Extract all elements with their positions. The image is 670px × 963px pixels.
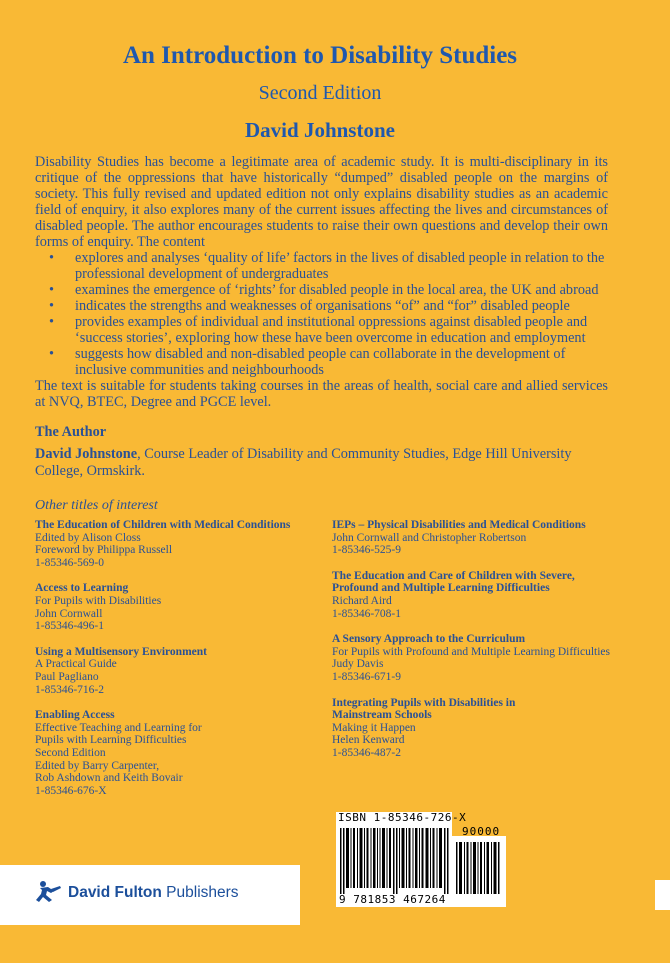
book-entry-line: Pupils with Learning Difficulties	[35, 734, 187, 747]
book-entry-title: A Sensory Approach to the Curriculum	[332, 633, 526, 646]
blurb-intro: Disability Studies has become a legitimate area of academic study. It is multi-disciplinary in its critique of the oppressions that have historically “dumped” disabled people on the margins of society. This fully revised and updated edition not only explains disability studies as an academic field of enquiry, it also explores many of the current issues affecting the lives and circumstances of disabled people. The author encourages students to raise their own questions and develop their own forms of enquiry. The content	[35, 154, 608, 250]
book-entry-line: 1-85346-569-0	[35, 556, 104, 569]
book-entry-line: For Pupils with Profound and Multiple Learning Difficulties	[332, 645, 610, 658]
list-item	[332, 633, 632, 683]
book-entry-title: Enabling Access	[35, 709, 115, 722]
book-entry-line: 1-85346-708-1	[332, 607, 401, 620]
list-item	[332, 570, 632, 620]
book-entry-line: Rob Ashdown and Keith Bovair	[35, 772, 183, 785]
list-item: • examines the emergence of ‘rights’ for disabled people in the local area, the UK and abroad	[75, 282, 608, 298]
book-entry-title: IEPs – Physical Disabilities and Medical Conditions	[332, 519, 586, 531]
blurb-closing: The text is suitable for students taking courses in the areas of health, social care and allied services at NVQ, BTEC, Degree and PGCE level.	[35, 378, 608, 410]
book-entry-line: John Cornwall and Christopher Robertson	[332, 531, 527, 544]
book-entry-title-cont: Profound and Multiple Learning Difficulties	[332, 582, 550, 595]
list-item: • explores and analyses ‘quality of life’ factors in the lives of disabled people in relation to the professional development of undergraduates	[75, 250, 608, 282]
book-entry-line: Second Edition	[35, 746, 106, 759]
author-bio	[35, 446, 595, 480]
book-entry-title: The Education of Children with Medical Conditions	[35, 519, 291, 531]
book-entry-line: Edited by Barry Carpenter,	[35, 759, 160, 772]
blurb	[35, 154, 608, 410]
list-item	[35, 519, 325, 569]
barcode-bars	[340, 828, 450, 894]
book-entry-line: Edited by Alison Closs	[35, 531, 141, 544]
book-entry-title: Integrating Pupils with Disabilities in	[332, 696, 516, 709]
book-entry-title: Using a Multisensory Environment	[35, 645, 207, 658]
other-titles-left-column	[35, 519, 325, 810]
book-entry-line: Judy Davis	[332, 658, 384, 671]
book-entry-line: 1-85346-671-9	[332, 670, 401, 683]
content-list	[35, 250, 608, 378]
other-titles-heading: Other titles of interest	[35, 498, 158, 513]
addon-barcode-bars	[456, 842, 502, 894]
running-figure-logo-icon	[34, 880, 62, 904]
book-entry-title-cont: Mainstream Schools	[332, 709, 432, 722]
list-item: • suggests how disabled and non-disabled people can collaborate in the development of inclusive communities and neighbourhoods	[75, 346, 608, 378]
publisher-name-rest: Publishers	[161, 884, 239, 901]
other-titles-right-column	[332, 519, 632, 773]
list-item	[35, 646, 325, 696]
ean-number: 9 781853 467264	[339, 893, 446, 906]
book-entry-line: Making it Happen	[332, 721, 416, 734]
author-heading: The Author	[35, 424, 107, 440]
book-entry-line: 1-85346-525-9	[332, 544, 401, 557]
list-item	[332, 697, 632, 760]
book-entry-line: 1-85346-487-2	[332, 746, 401, 759]
book-entry-line: Foreword by Philippa Russell	[35, 544, 173, 557]
list-item	[35, 582, 325, 632]
book-entry-line: Helen Kenward	[332, 734, 405, 747]
book-entry-line: Paul Pagliano	[35, 670, 99, 683]
list-item: • indicates the strengths and weaknesses of organisations “of” and “for” disabled people	[75, 298, 608, 314]
author-bio-text: , Course Leader of Disability and Community Studies, Edge Hill University College, Ormskirk.	[35, 446, 572, 479]
book-entry-line: John Cornwall	[35, 607, 103, 620]
publisher-name	[68, 884, 239, 902]
book-entry-title: Access to Learning	[35, 582, 129, 595]
author-bio-name: David Johnstone	[35, 446, 138, 462]
isbn-text: ISBN 1-85346-726-X	[338, 811, 467, 824]
list-item	[35, 709, 325, 797]
book-entry-line: 1-85346-716-2	[35, 683, 104, 696]
book-entry-line: 1-85346-496-1	[35, 620, 104, 633]
list-item: • provides examples of individual and institutional oppressions against disabled people and ‘success stories’, exploring how these have been overcome in education and employment	[75, 314, 608, 346]
book-entry-line: For Pupils with Disabilities	[35, 594, 162, 607]
book-entry-line: Effective Teaching and Learning for	[35, 721, 202, 734]
book-entry-title: The Education and Care of Children with Severe,	[332, 569, 575, 582]
list-item	[332, 519, 632, 557]
edition-label: Second Edition	[258, 82, 382, 104]
book-title: An Introduction to Disability Studies	[122, 42, 518, 69]
book-entry-line: A Practical Guide	[35, 658, 117, 671]
publisher-name-bold: David Fulton	[68, 884, 162, 901]
price-code: 90000	[462, 825, 501, 838]
book-entry-line: Richard Aird	[332, 594, 392, 607]
author-name: David Johnstone	[245, 118, 395, 142]
edge-white-strip	[655, 880, 670, 910]
book-entry-line: 1-85346-676-X	[35, 784, 107, 797]
